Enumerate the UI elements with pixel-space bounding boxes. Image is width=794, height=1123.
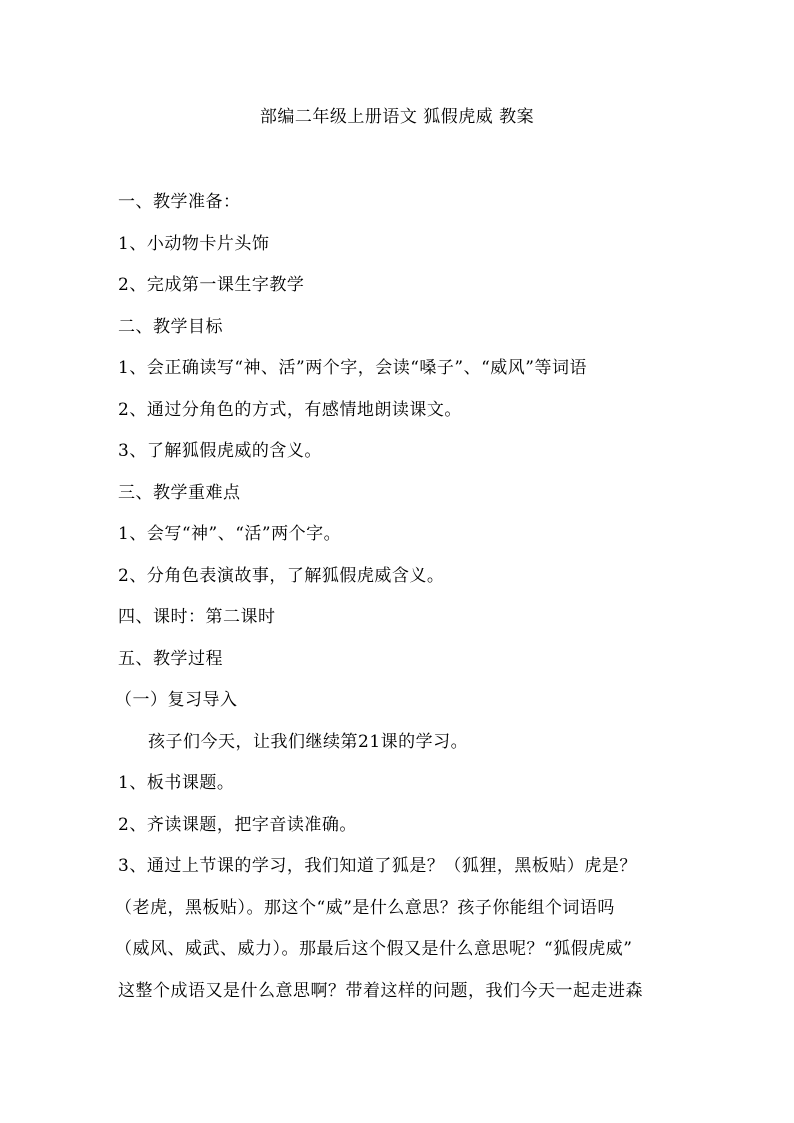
list-item: 1、板书课题。 xyxy=(118,773,235,793)
section-heading-key-points: 三、教学重难点 xyxy=(118,483,241,503)
section-heading-process: 五、教学过程 xyxy=(118,649,223,669)
section-heading-goals: 二、教学目标 xyxy=(118,317,223,337)
list-item: 2、齐读课题，把字音读准确。 xyxy=(118,815,357,835)
paragraph-continuation: 这整个成语又是什么意思啊？带着这样的问题，我们今天一起走进森 xyxy=(118,981,643,1001)
list-item: 3、通过上节课的学习，我们知道了狐是？（狐狸，黑板贴）虎是？ xyxy=(118,856,637,876)
document-title: 部编二年级上册语文 狐假虎威 教案 xyxy=(259,107,535,127)
list-item: 1、会正确读写“神、活”两个字，会读“嗓子”、“威风”等词语 xyxy=(118,358,587,378)
list-item: 2、通过分角色的方式，有感情地朗读课文。 xyxy=(118,400,462,420)
list-item: 3、了解狐假虎威的含义。 xyxy=(118,441,322,461)
paragraph: 孩子们今天，让我们继续第21课的学习。 xyxy=(148,732,469,752)
paragraph-continuation: （老虎，黑板贴）。那这个“威”是什么意思？孩子你能组个词语吗 xyxy=(115,898,615,918)
section-heading-preparation: 一、教学准备： xyxy=(118,192,241,212)
subsection-heading-review: （一）复习导入 xyxy=(115,690,238,710)
list-item: 2、完成第一课生字教学 xyxy=(118,275,305,295)
section-heading-lesson-time: 四、课时：第二课时 xyxy=(118,607,276,627)
list-item: 1、会写“神”、“活”两个字。 xyxy=(118,524,342,544)
paragraph-continuation: （威风、威武、威力）。那最后这个假又是什么意思呢？“狐假虎威” xyxy=(115,939,633,959)
list-item: 1、小动物卡片头饰 xyxy=(118,234,270,254)
list-item: 2、分角色表演故事，了解狐假虎威含义。 xyxy=(118,566,445,586)
